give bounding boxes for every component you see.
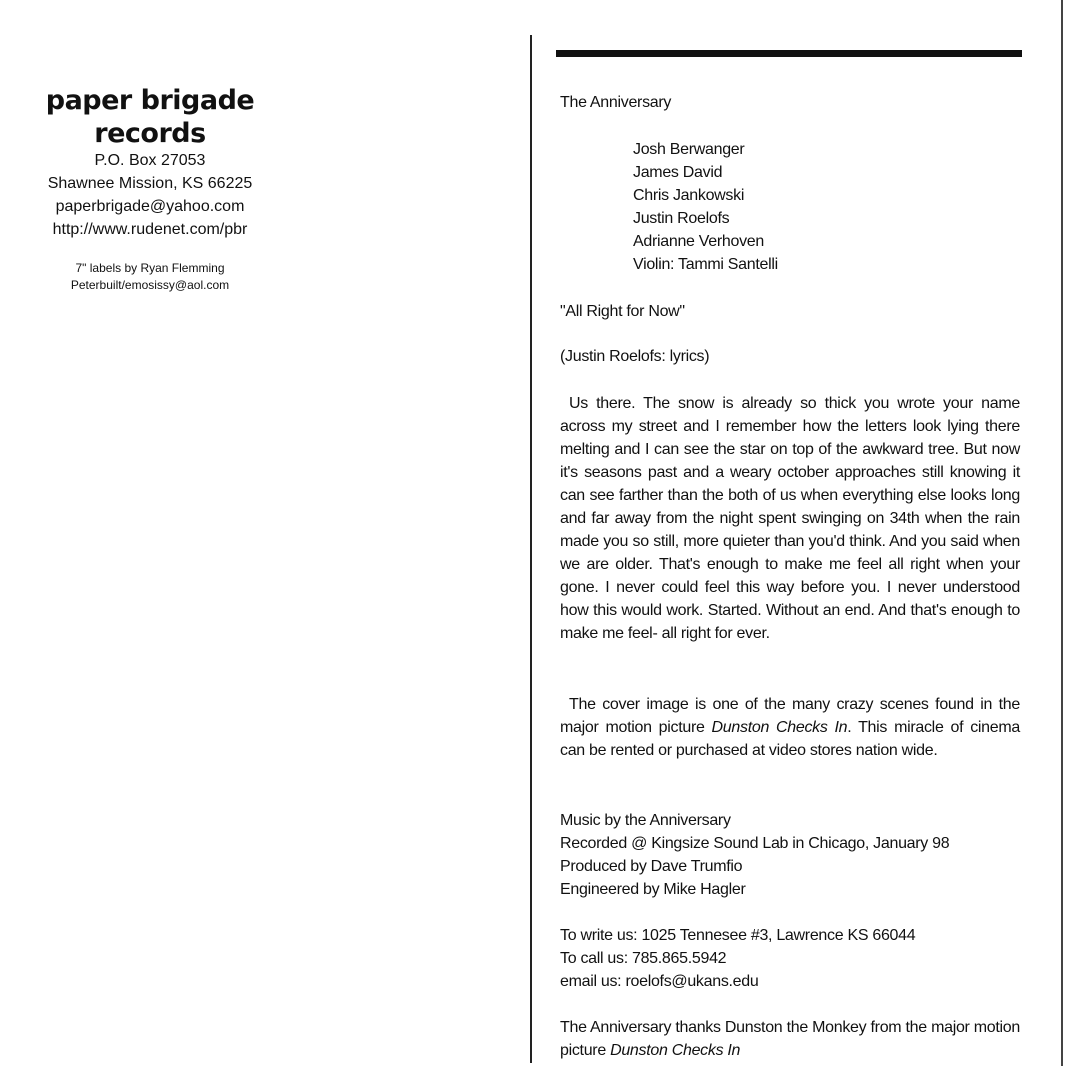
credit-line: Produced by Dave Trumfio xyxy=(560,858,743,875)
contact-info xyxy=(560,924,1020,993)
member: Chris Jankowski xyxy=(633,187,745,204)
center-fold-line xyxy=(530,35,532,1063)
contact-line: To call us: 785.865.5942 xyxy=(560,950,727,967)
label-address xyxy=(0,149,300,241)
member: Violin: Tammi Santelli xyxy=(633,256,778,273)
credit-line: Music by the Anniversary xyxy=(560,812,731,829)
contact-line: To write us: 1025 Tennesee #3, Lawrence KS 66044 xyxy=(560,927,916,944)
movie-title: Dunston Checks In xyxy=(610,1042,741,1059)
page-edge-line xyxy=(1061,0,1063,1066)
po-box: P.O. Box 27053 xyxy=(94,152,206,169)
label-credits xyxy=(0,260,300,294)
email: paperbrigade@yahoo.com xyxy=(55,198,245,215)
logo-line: paper brigade xyxy=(45,85,255,116)
credit-line: 7" labels by Ryan Flemming xyxy=(75,261,225,275)
member: James David xyxy=(633,164,723,181)
website: http://www.rudenet.com/pbr xyxy=(52,221,248,238)
lyrics: Us there. The snow is already so thick you wrote your name across my street and I remember how the letters look lying there melting and I can see the star on top of the awkward tree. But now it's seasons past and a weary october approaches still knowing it can see farther than the both of us when everything else looks long and far away from the night spent swinging on 34th when the rain made you so still, more quieter than you'd think. And you said when we are older. That's enough to make me feel all right when your gone. I never could feel this way before you. I never understood how this would work. Started. Without an end. And that's enough to make me feel- all right for ever. xyxy=(560,395,1020,642)
member: Josh Berwanger xyxy=(633,141,745,158)
thanks-note xyxy=(560,1016,1020,1062)
member: Justin Roelofs xyxy=(633,210,730,227)
band-name: The Anniversary xyxy=(560,94,672,111)
header-rule xyxy=(556,50,1022,57)
credit-line: Peterbuilt/emosissy@aol.com xyxy=(70,278,230,292)
cover-text: The cover image is one of the many crazy scenes found in the major motion picture xyxy=(560,696,1020,736)
logo-line: records xyxy=(94,118,206,149)
label-logo xyxy=(0,84,300,150)
credit-line: Engineered by Mike Hagler xyxy=(560,881,746,898)
production-credits xyxy=(560,809,1020,901)
cover-note xyxy=(560,693,1020,762)
song-credit: (Justin Roelofs: lyrics) xyxy=(560,348,710,365)
thanks-text: The Anniversary thanks Dunston the Monkey from the major motion picture xyxy=(560,1019,1020,1059)
member-list xyxy=(633,138,778,276)
song-title: "All Right for Now" xyxy=(560,303,685,320)
contact-line: email us: roelofs@ukans.edu xyxy=(560,973,759,990)
movie-title: Dunston Checks In xyxy=(711,719,848,736)
member: Adrianne Verhoven xyxy=(633,233,765,250)
cover-text: . This miracle of cinema can be rented or purchased at video stores nation wide. xyxy=(560,719,1020,759)
credit-line: Recorded @ Kingsize Sound Lab in Chicago, January 98 xyxy=(560,835,950,852)
city: Shawnee Mission, KS 66225 xyxy=(47,175,253,192)
